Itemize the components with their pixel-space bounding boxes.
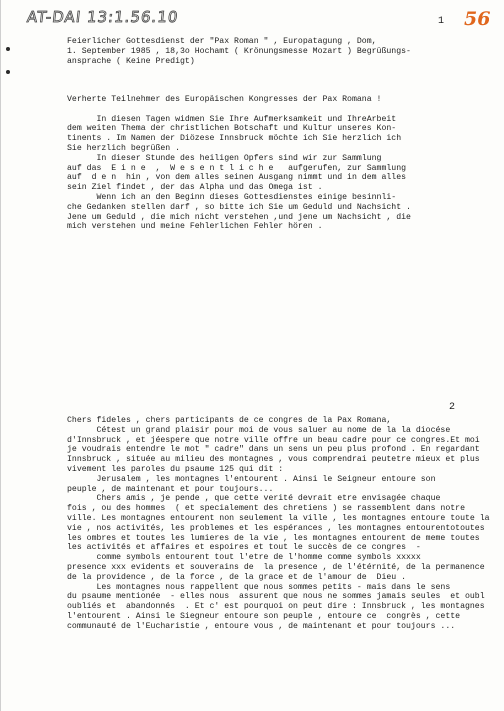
page-number-1: 1	[438, 16, 445, 27]
punch-hole	[6, 70, 10, 74]
punch-hole	[6, 47, 10, 51]
french-body: Chers fideles , chers participants de ce congres de la Pax Romana, Cétest un grand plaisir pour moi de vous saluer au nome de la la diocése d'Innsbruck , et jéespere que notre ville offre un beau cadre pour ce congres.Et moi je voudrais entendre le mot " cadre" dans un sens un peu plus profond . En regardant Innsbruck , située au milieu des montagnes , vous comprendrai peutetre mieux et plus vivement les paroles du psaume 125 qui dit : Jerusalem , les montagnes l'entourent . Ainsi le Seigneur entoure son peuple , de maintenant et pour toujours... Chers amis , je pende , que cette verité devrait etre envisagée chaque fois , ou des hommes ( et specialement des chretiens ) se rassemblent dans notre ville. Les montagnes entourent non seulement la ville , les montagnes entoure toute la vie , nos activités, les problemes et les espérances , les montagnes entourentotoutes les ombres et toutes les lumieres de la vie , les montagnes entourent de meme toutes les activités et affaires et espoires et tout le succès de ce congres - comme symbols entourent tout l'etre de l'homme comme symbols xxxxx presence xxx evidents et souverains de la presence , de l'étérnité, de la permanence de la providence , de la force , de la grace et de l'amour de Dieu . Les montagnes nous rappellent que nous sommes petits - mais dans le sens du psaume mentionée - elles nous assurent que nous ne sommes jamais seules et oubl oubliés et abandonnés . Et c' est pourquoi on peut dire : Innsbruck , les montagnes l'entourent . Ainsi le Siegneur entoure son peuple , entoure ce congrès , cette communauté de l'Eucharistie , entoure vous , de maintenant et pour toujours ...	[67, 416, 490, 631]
handwritten-page-number: 56	[464, 8, 491, 30]
page-number-2: 2	[449, 402, 456, 413]
german-heading: Feierlicher Gottesdienst der "Pax Roman " , Europatagung , Dom, 1. September 1985 , 18,3o Hochamt ( Krönungsmesse Mozart ) Begrüßungs- ansprache ( Keine Predigt)	[67, 37, 411, 66]
archive-stamp: AT-DAI 13:1.56.10	[26, 8, 180, 26]
german-body: Verherte Teilnehmer des Europäischen Kongresses der Pax Romana ! In diesen Tagen widmen Sie Ihre Aufmerksamkeit und IhreArbeit dem weiten Thema der christlichen Botschaft und Kultur unseres Kon- tinents . Im Namen der Diözese Innsbruck möchte ich Sie herzlich ich Sie herzlich begrüßen . In dieser Stunde des heiligen Opfers sind wir zur Sammlung auf das E i n e , W e s e n t l i c h e aufgerufen, zur Sammlung auf d e n hin , von dem alles seinen Ausgang nimmt und in dem alles sein Ziel findet , der das Alpha und das Omega ist . Wenn ich an den Beginn dieses Gottesdienstes einige besinnli- che Gedanken stellen darf , so bitte ich Sie um Geduld und Nachsicht . Jene um Geduld , die mich nicht verstehen ,und jene um Nachsicht , die mich verstehen und meine Fehlerlichen Fehler hören .	[67, 95, 411, 232]
